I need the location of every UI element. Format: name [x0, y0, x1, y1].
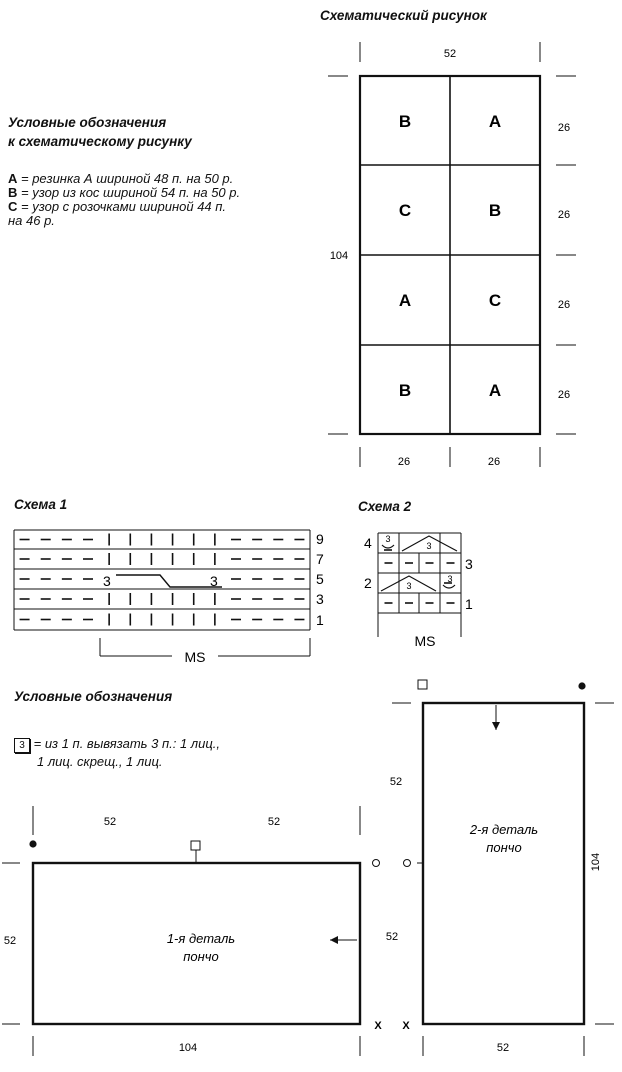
part2-outline [389, 680, 614, 1056]
scheme2-ms-label: MS [414, 633, 436, 649]
scheme1-ms-label: MS [184, 649, 206, 665]
part1-side-dim: 52 [3, 935, 17, 947]
part2-label-line1: 2-я деталь [469, 822, 539, 837]
part2-dot [578, 682, 585, 689]
schematic-title: Схематический рисунок [320, 8, 487, 23]
part2-x-marker: X [402, 1020, 410, 1032]
scheme2-row-label: 3 [465, 556, 473, 572]
schematic-cell: C [398, 201, 412, 220]
scheme2-inc-symbol: 3 [406, 581, 412, 591]
part2-left-upper-dim: 52 [389, 776, 403, 788]
part1-label-line1: 1-я деталь [166, 931, 236, 946]
scheme1-grid [14, 530, 310, 656]
scheme1-row-label: 1 [316, 612, 324, 628]
scheme1-row-label: 7 [316, 551, 324, 567]
scheme2-grid [378, 533, 461, 637]
part2-left-lower-dim: 52 [385, 931, 399, 943]
schematic-cell: A [398, 291, 412, 310]
schematic-cell: B [398, 381, 412, 400]
scheme1-row-label: 3 [316, 591, 324, 607]
part1-label-line2: пончо [183, 949, 219, 964]
schematic-cell: B [488, 201, 502, 220]
schematic-col-dim: 26 [487, 456, 501, 468]
legend-symbols-title: Условные обозначения [14, 689, 173, 704]
inc-symbol-box: 3 [14, 738, 30, 753]
scheme2-row-label: 1 [465, 596, 473, 612]
part2-label-line2: пончо [486, 840, 522, 855]
scheme1-row-label: 5 [316, 571, 324, 587]
part2-right-dim: 104 [590, 852, 602, 872]
scheme2-title: Схема 2 [358, 499, 412, 514]
schematic-row-dim: 26 [557, 389, 571, 401]
schematic-row-dim: 26 [557, 122, 571, 134]
part1-dot [29, 840, 36, 847]
schematic-row-dim: 26 [557, 299, 571, 311]
part1-top-right-dim: 52 [267, 816, 281, 828]
legend-item-c: C = узор с розочками шириной 44 п. [8, 199, 227, 214]
schematic-top-dim: 52 [443, 48, 457, 60]
legend-item-c-continuation: на 46 р. [8, 213, 55, 228]
scheme2-inc-symbol: 3 [447, 574, 453, 584]
schematic-cell: B [398, 112, 412, 131]
scheme1-row-label: 9 [316, 531, 324, 547]
schematic-col-dim: 26 [397, 456, 411, 468]
scheme1-title: Схема 1 [14, 497, 68, 512]
part1-top-left-dim: 52 [103, 816, 117, 828]
scheme1-inc-symbol: 3 [210, 573, 218, 589]
part1-bottom-dim: 104 [178, 1042, 198, 1054]
schematic-grid [328, 42, 576, 467]
schematic-row-dim: 26 [557, 209, 571, 221]
scheme1-inc-symbol: 3 [103, 573, 111, 589]
legend-symbol-line1: = из 1 п. вывязать 3 п.: 1 лиц., [30, 736, 221, 751]
legend-item-b: B = узор из кос шириной 54 п. на 50 р. [8, 185, 241, 200]
scheme2-row-label: 4 [364, 535, 372, 551]
scheme2-inc-symbol: 3 [385, 534, 391, 544]
schematic-cell: A [488, 112, 502, 131]
part2-bottom-dim: 52 [496, 1042, 510, 1054]
schematic-cell: C [488, 291, 502, 310]
legend-schematic-title-2: к схематическому рисунку [8, 134, 192, 149]
part1-x-marker: X [374, 1020, 382, 1032]
legend-schematic-title-1: Условные обозначения [8, 115, 167, 130]
schematic-height-dim: 104 [329, 250, 349, 262]
legend-item-a: A = резинка А шириной 48 п. на 50 р. [8, 171, 234, 186]
scheme2-row-label: 2 [364, 575, 372, 591]
scheme2-inc-symbol: 3 [426, 541, 432, 551]
schematic-cell: A [488, 381, 502, 400]
legend-symbol-line2: 1 лиц. скрещ., 1 лиц. [37, 754, 163, 769]
